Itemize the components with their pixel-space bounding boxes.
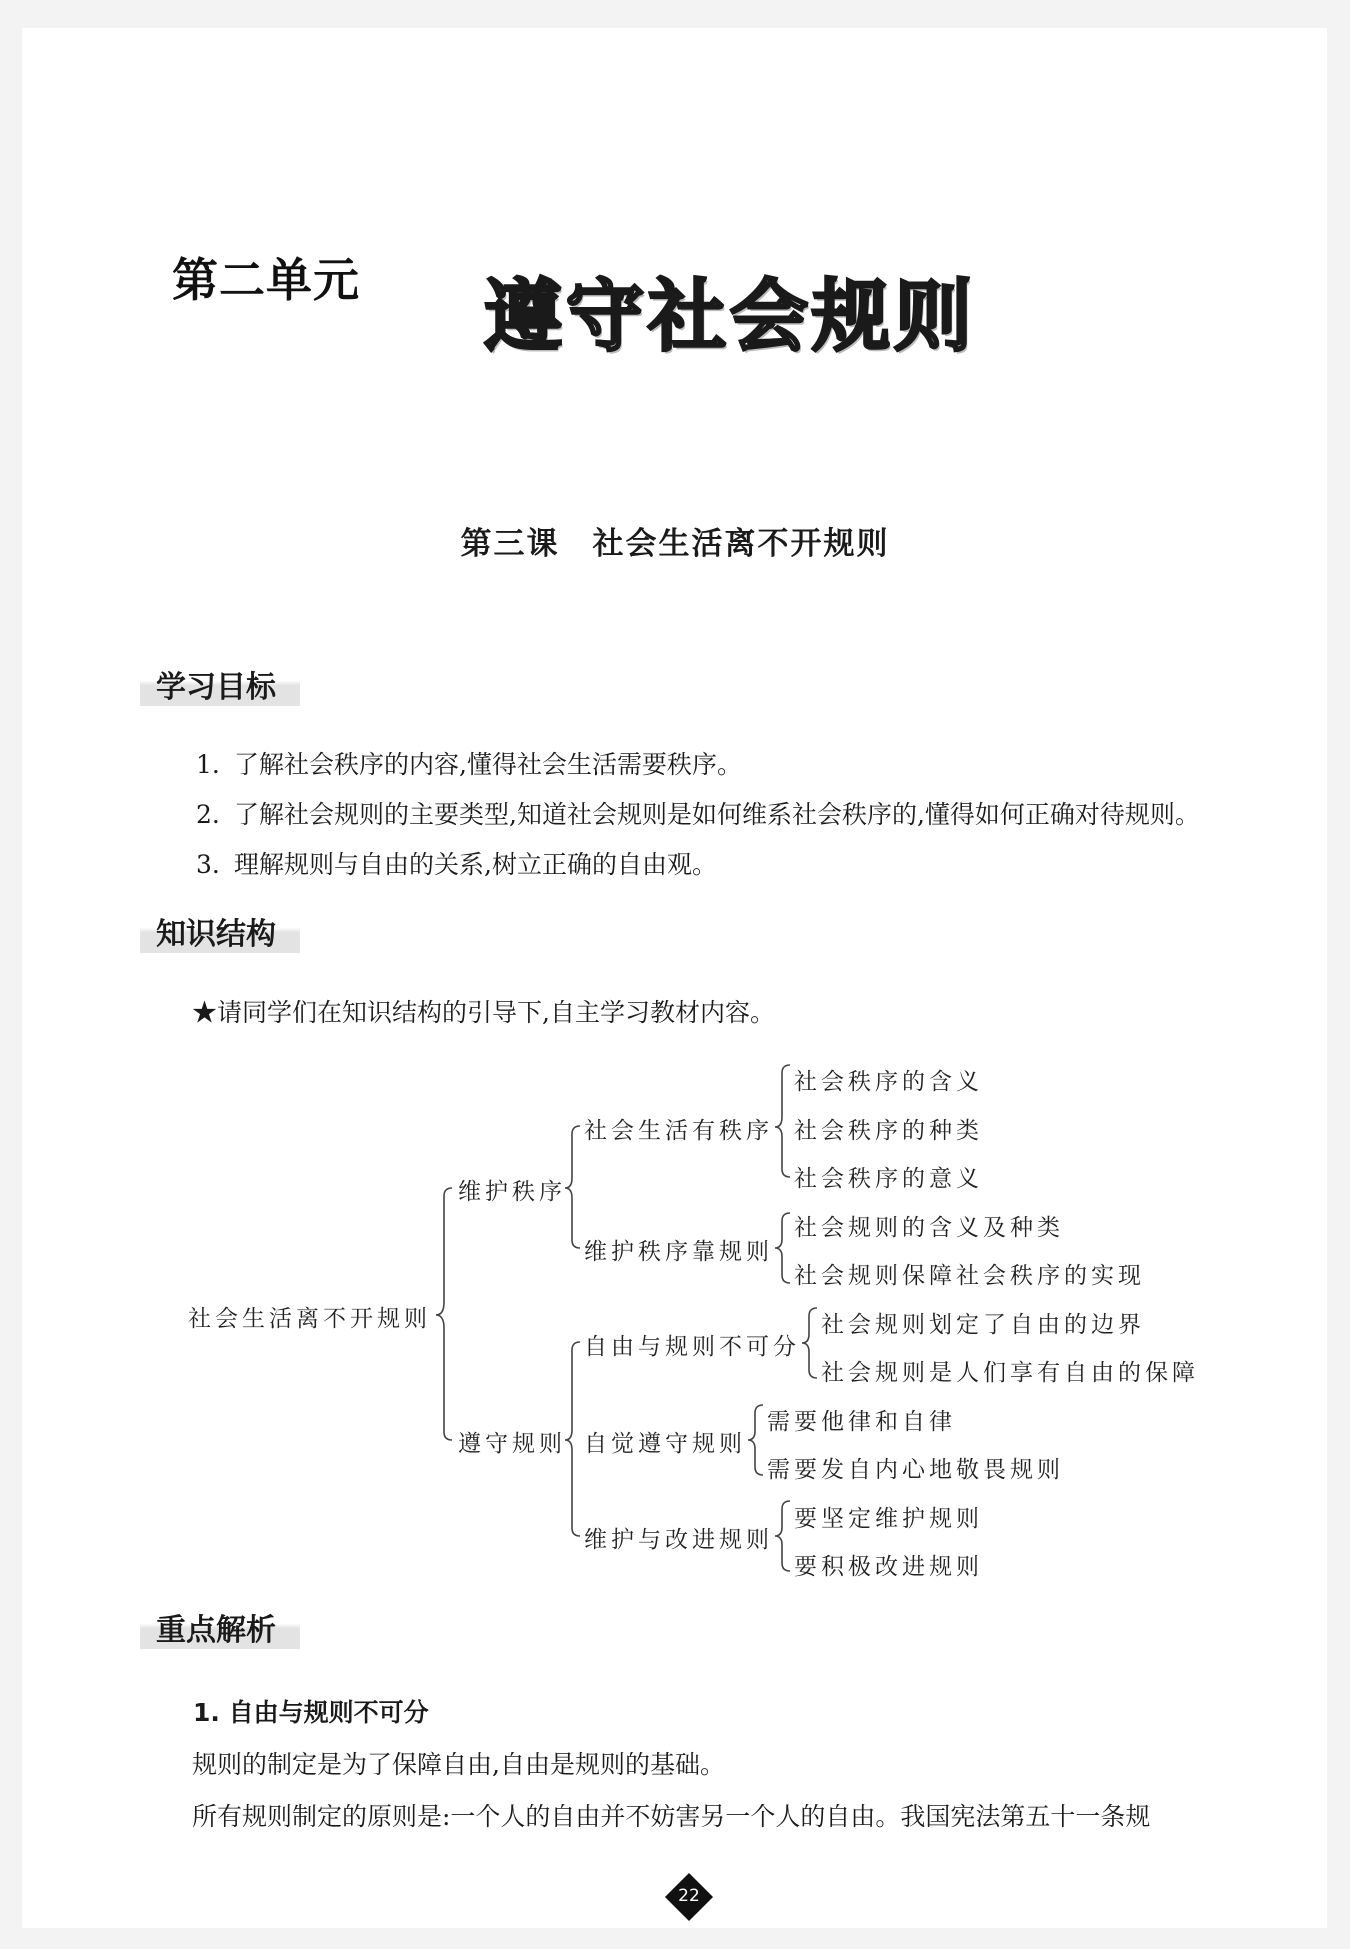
tree-level2-node: 自由与规则不可分 (584, 1334, 800, 1360)
section-heading-label: 学习目标 (156, 670, 276, 705)
goal-number: 2. (196, 800, 220, 829)
goal-text: 理解规则与自由的关系,树立正确的自由观。 (234, 850, 717, 879)
tree-root: 社会生活离不开规则 (188, 1306, 431, 1332)
page-number: 22 (678, 1886, 700, 1906)
tree-level2-node: 维护与改进规则 (584, 1527, 773, 1553)
tree-leaf: 社会秩序的含义 (794, 1069, 983, 1095)
analysis-paragraph: 规则的制定是为了保障自由,自由是规则的基础。 (192, 1750, 725, 1779)
section-heading-label: 重点解析 (156, 1613, 276, 1648)
tree-leaf: 需要发自内心地敬畏规则 (767, 1457, 1064, 1483)
tree-leaf: 社会秩序的意义 (794, 1166, 983, 1192)
tree-leaf: 社会规则保障社会秩序的实现 (794, 1263, 1145, 1289)
analysis-paragraph: 所有规则制定的原则是:一个人的自由并不妨害另一个人的自由。我国宪法第五十一条规 (192, 1802, 1151, 1831)
tree-level2-node: 社会生活有秩序 (584, 1118, 773, 1144)
tree-leaf: 需要他律和自律 (767, 1409, 956, 1435)
lesson-title: 第三课 社会生活离不开规则 (460, 526, 890, 562)
goal-number: 1. (196, 750, 220, 779)
section-heading-analysis (140, 1603, 300, 1649)
structure-intro: ★请同学们在知识结构的引导下,自主学习教材内容。 (192, 998, 775, 1027)
section-heading-label: 知识结构 (156, 917, 276, 952)
tree-leaf: 社会秩序的种类 (794, 1118, 983, 1144)
tree-leaf: 要积极改进规则 (794, 1554, 983, 1580)
goal-text: 了解社会规则的主要类型,知道社会规则是如何维系社会秩序的,懂得如何正确对待规则。 (234, 800, 1200, 829)
unit-title: 遵守社会规则 (484, 272, 977, 362)
tree-leaf: 社会规则划定了自由的边界 (821, 1312, 1145, 1338)
tree-level1-node: 维护秩序 (458, 1179, 566, 1205)
unit-label: 第二单元 (172, 253, 360, 307)
goal-text: 了解社会秩序的内容,懂得社会生活需要秩序。 (234, 750, 742, 779)
goal-number: 3. (196, 850, 220, 879)
tree-leaf: 社会规则的含义及种类 (794, 1215, 1064, 1241)
tree-level1-node: 遵守规则 (458, 1431, 566, 1457)
analysis-subheading: 1. 自由与规则不可分 (193, 1698, 429, 1727)
tree-level2-node: 维护秩序靠规则 (584, 1239, 773, 1265)
tree-leaf: 要坚定维护规则 (794, 1506, 983, 1532)
tree-leaf: 社会规则是人们享有自由的保障 (821, 1360, 1199, 1386)
tree-level2-node: 自觉遵守规则 (584, 1431, 746, 1457)
